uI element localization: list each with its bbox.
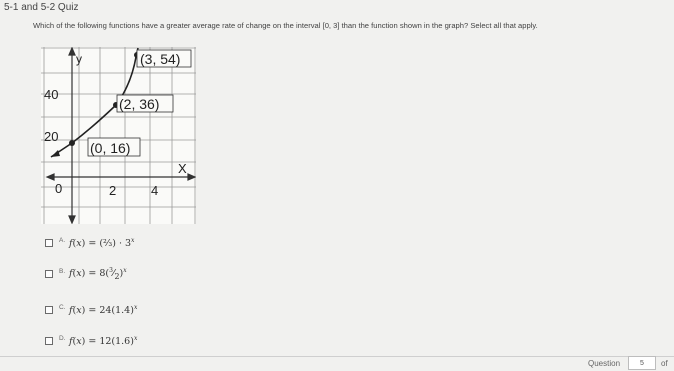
x-axis-left-arrow-icon xyxy=(47,174,54,180)
choice-c[interactable] xyxy=(45,303,305,317)
function-graph xyxy=(41,47,196,224)
choice-formula-d: $f(x) = 12(1.6)^x$ xyxy=(69,334,138,348)
graph-grid xyxy=(41,47,196,224)
quiz-title: 5-1 and 5-2 Quiz xyxy=(4,2,79,13)
question-number-input[interactable]: 5 xyxy=(628,356,656,370)
question-label: Question xyxy=(588,359,621,368)
graph-axes xyxy=(47,48,195,223)
x-axis-arrow-icon xyxy=(188,174,195,180)
point-0-16 xyxy=(69,140,75,146)
checkbox-c[interactable] xyxy=(45,306,53,314)
of-label: of xyxy=(661,359,668,368)
choice-letter-b: B. xyxy=(59,267,66,275)
choice-formula-c: $f(x) = 24(1.4)^x$ xyxy=(69,303,138,317)
y-axis-arrow-icon xyxy=(69,48,75,55)
checkbox-d[interactable] xyxy=(45,337,53,345)
x-tick-2: 2 xyxy=(109,183,117,198)
checkbox-a[interactable] xyxy=(45,239,53,247)
question-text: Which of the following functions have a greater average rate of change on the interval [0, 3] than the function shown in the graph? Select all that apply. xyxy=(33,21,538,30)
choice-formula-a: f(x) = (⅔) · $3^x$ xyxy=(69,236,135,250)
x-axis-label: X xyxy=(178,161,187,176)
x-tick-0: 0 xyxy=(55,181,63,196)
y-axis-label: y xyxy=(76,52,82,66)
choice-b[interactable] xyxy=(45,267,305,281)
y-tick-40: 40 xyxy=(44,87,59,102)
checkbox-b[interactable] xyxy=(45,270,53,278)
choice-letter-a: A. xyxy=(59,236,66,244)
choice-letter-d: D. xyxy=(59,334,66,342)
x-tick-4: 4 xyxy=(151,183,159,198)
choice-a[interactable] xyxy=(45,236,305,250)
footer-divider xyxy=(0,356,674,357)
graph-svg xyxy=(41,47,196,224)
choice-letter-c: C. xyxy=(59,303,66,311)
point-label-0-16: (0, 16) xyxy=(90,140,131,156)
choice-d[interactable] xyxy=(45,334,305,348)
y-tick-20: 20 xyxy=(44,129,59,144)
point-label-3-54: (3, 54) xyxy=(140,51,181,67)
y-axis-down-arrow-icon xyxy=(69,216,75,223)
choice-formula-b: $f(x) = 8(^3⁄_2)^x$ xyxy=(69,266,127,282)
point-label-2-36: (2, 36) xyxy=(119,96,160,112)
